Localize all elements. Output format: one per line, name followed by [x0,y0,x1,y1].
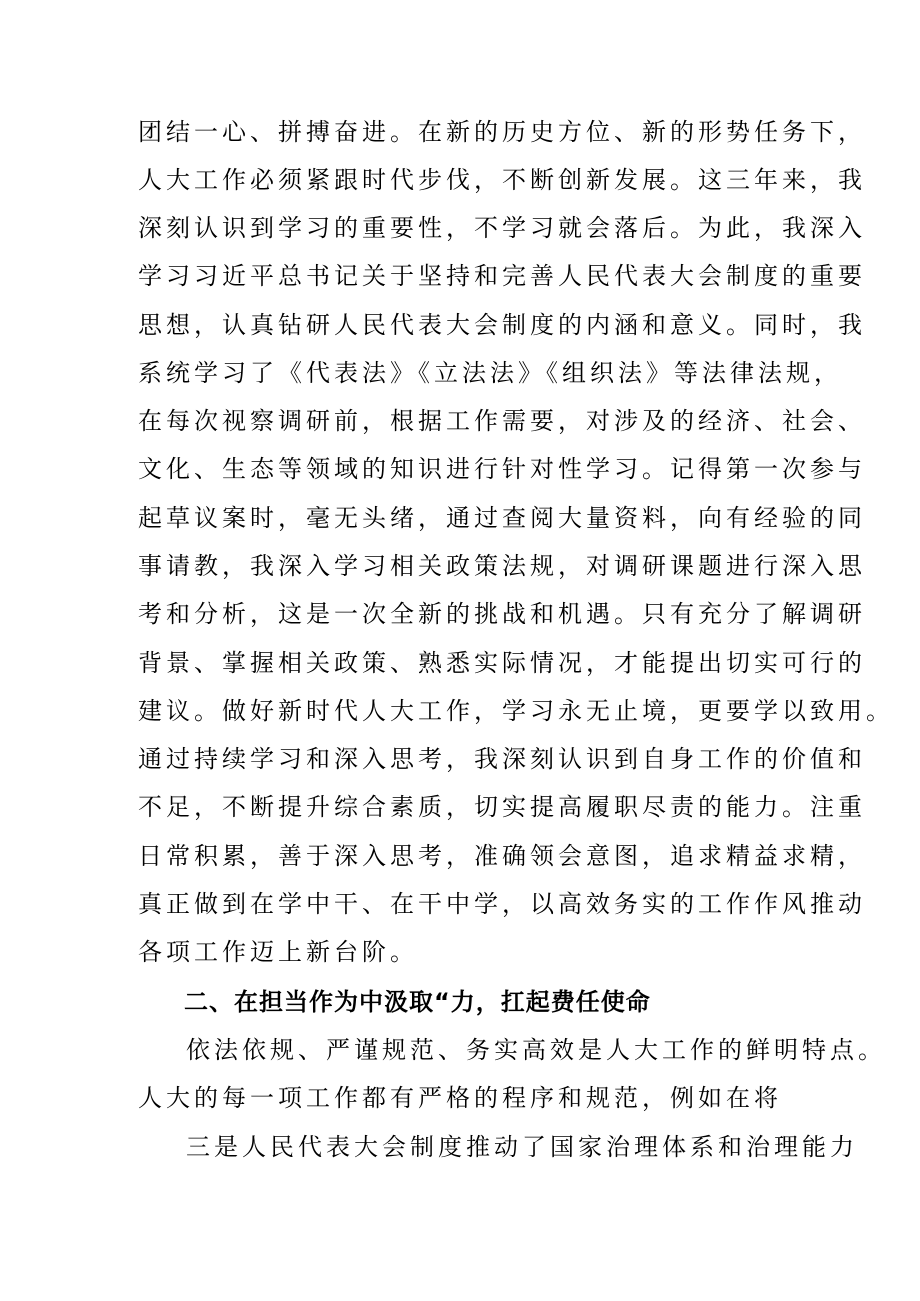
body-text-line: 文化、生态等领域的知识进行针对性学习。记得第一次参与 [138,455,866,483]
body-text-line: 日常积累，善于深入思考，准确领会意图，追求精益求精， [138,842,866,870]
body-text-line: 深刻认识到学习的重要性，不学习就会落后。为此，我深入 [138,214,866,242]
body-text-line: 依法依规、严谨规范、务实高效是人大工作的鲜明特点。 [186,1036,886,1064]
body-text-line: 各项工作迈上新台阶。 [138,938,418,966]
body-text-line: 不足，不断提升综合素质，切实提高履职尽责的能力。注重 [138,793,866,821]
body-text-line: 思想，认真钻研人民代表大会制度的内涵和意义。同时，我 [138,311,866,339]
body-text-line: 背景、掌握相关政策、熟悉实际情况，才能提出切实可行的 [138,649,866,677]
body-text-line: 三是人民代表大会制度推动了国家治理体系和治理能力 [186,1133,858,1161]
body-text-line: 团结一心、拼搏奋进。在新的历史方位、新的形势任务下， [138,118,866,146]
body-text-line: 起草议案时，毫无头绪，通过查阅大量资料，向有经验的同 [138,504,866,532]
body-text-line: 人大工作必须紧跟时代步伐，不断创新发展。这三年来，我 [138,166,866,194]
section-heading: 二、在担当作为中汲取“力，扛起费任使命 [184,988,651,1016]
body-text-line: 学习习近平总书记关于坚持和完善人民代表大会制度的重要 [138,262,866,290]
body-text-line: 在每次视察调研前，根据工作需要，对涉及的经济、社会、 [138,407,866,435]
body-text-line: 通过持续学习和深入思考，我深刻认识到自身工作的价值和 [138,745,866,773]
body-text-line: 事请教，我深入学习相关政策法规，对调研课题进行深入思 [138,552,866,580]
body-text-line: 系统学习了《代表法》《立法法》《组织法》等法律法规， [138,359,842,387]
body-text-line: 建议。做好新时代人大工作，学习永无止境，更要学以致用。 [138,697,894,725]
body-text-line: 人大的每一项工作都有严格的程序和规范，例如在将 [138,1084,782,1112]
body-text-line: 真正做到在学中干、在干中学，以高效务实的工作作风推动 [138,890,866,918]
body-text-line: 考和分析，这是一次全新的挑战和机遇。只有充分了解调研 [138,600,866,628]
